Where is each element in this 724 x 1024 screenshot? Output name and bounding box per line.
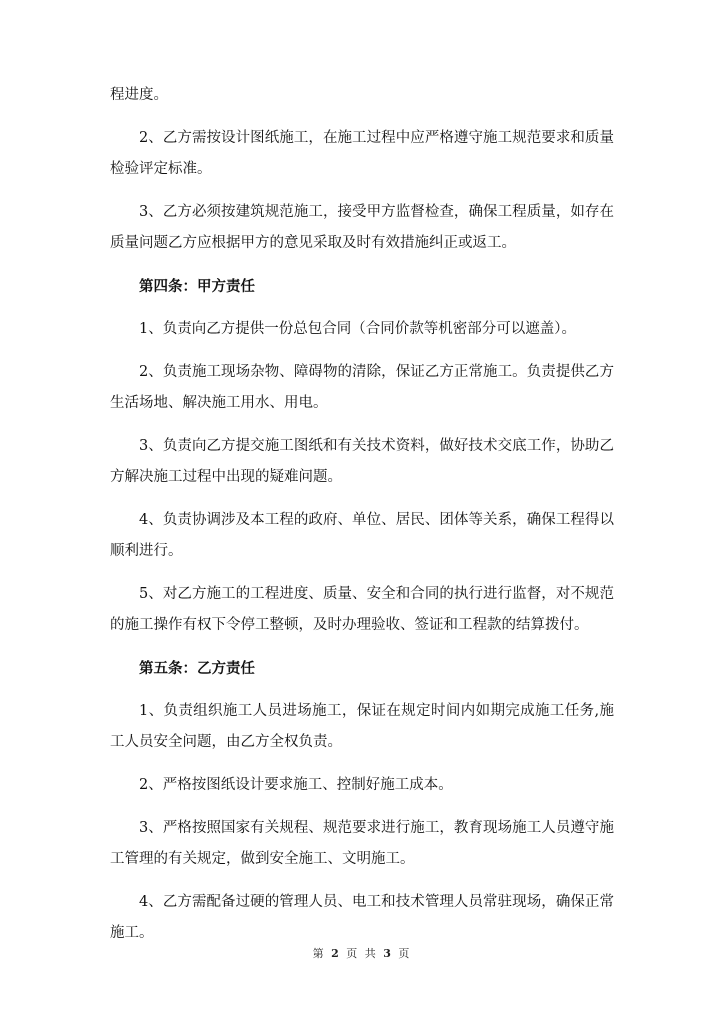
footer-page-number: 2 xyxy=(331,947,341,960)
paragraph-gap xyxy=(110,684,614,696)
footer-mid: 页 共 xyxy=(346,947,378,960)
paragraph-gap xyxy=(110,111,614,123)
paragraph-gap xyxy=(110,185,614,197)
paragraph-gap xyxy=(110,758,614,770)
paragraph: 3、负责向乙方提交施工图纸和有关技术资料，做好技术交底工作，协助乙方解决施工过程中出现的疑难问题。 xyxy=(110,438,614,485)
footer-prefix: 第 xyxy=(312,947,326,960)
paragraph-gap xyxy=(110,419,614,431)
paragraph: 2、严格按图纸设计要求施工、控制好施工成本。 xyxy=(139,777,453,793)
paragraph-gap xyxy=(110,567,614,579)
paragraph: 1、负责组织施工人员进场施工，保证在规定时间内如期完成施工任务,施工人员安全问题，由乙方全权负责。 xyxy=(110,703,614,750)
paragraph: 5、对乙方施工的工程进度、质量、安全和合同的执行进行监督，对不规范的施工操作有权下令停工整顿，及时办理验收、签证和工程款的结算拨付。 xyxy=(110,586,614,633)
section-heading: 第五条：乙方责任 xyxy=(139,660,255,677)
paragraph: 2、乙方需按设计图纸施工，在施工过程中应严格遵守施工规范要求和质量检验评定标准。 xyxy=(110,130,614,177)
footer-suffix: 页 xyxy=(398,947,412,960)
paragraph-gap xyxy=(110,801,614,813)
paragraph: 1、负责向乙方提供一份总包合同（合同价款等机密部分可以遮盖）。 xyxy=(139,321,576,337)
paragraph: 程进度。 xyxy=(110,87,168,103)
paragraph-gap xyxy=(110,875,614,887)
paragraph: 2、负责施工现场杂物、障碍物的清除，保证乙方正常施工。负责提供乙方生活场地、解决施工用水、用电。 xyxy=(110,364,614,411)
page-footer xyxy=(0,945,724,961)
paragraph-gap xyxy=(110,641,614,653)
paragraph-gap xyxy=(110,345,614,357)
paragraph: 3、乙方必须按建筑规范施工，接受甲方监督检查，确保工程质量，如存在质量问题乙方应根据甲方的意见采取及时有效措施纠正或返工。 xyxy=(110,204,614,251)
document-body xyxy=(110,80,614,949)
paragraph-gap xyxy=(110,493,614,505)
paragraph: 4、乙方需配备过硬的管理人员、电工和技术管理人员常驻现场，确保正常施工。 xyxy=(110,894,614,941)
paragraph: 3、严格按照国家有关规程、规范要求进行施工，教育现场施工人员遵守施工管理的有关规定，做到安全施工、文明施工。 xyxy=(110,820,614,867)
footer-total-pages: 3 xyxy=(383,947,393,960)
paragraph-gap xyxy=(110,302,614,314)
section-heading: 第四条：甲方责任 xyxy=(139,278,255,295)
paragraph: 4、负责协调涉及本工程的政府、单位、居民、团体等关系，确保工程得以顺利进行。 xyxy=(110,512,614,559)
paragraph-gap xyxy=(110,259,614,271)
